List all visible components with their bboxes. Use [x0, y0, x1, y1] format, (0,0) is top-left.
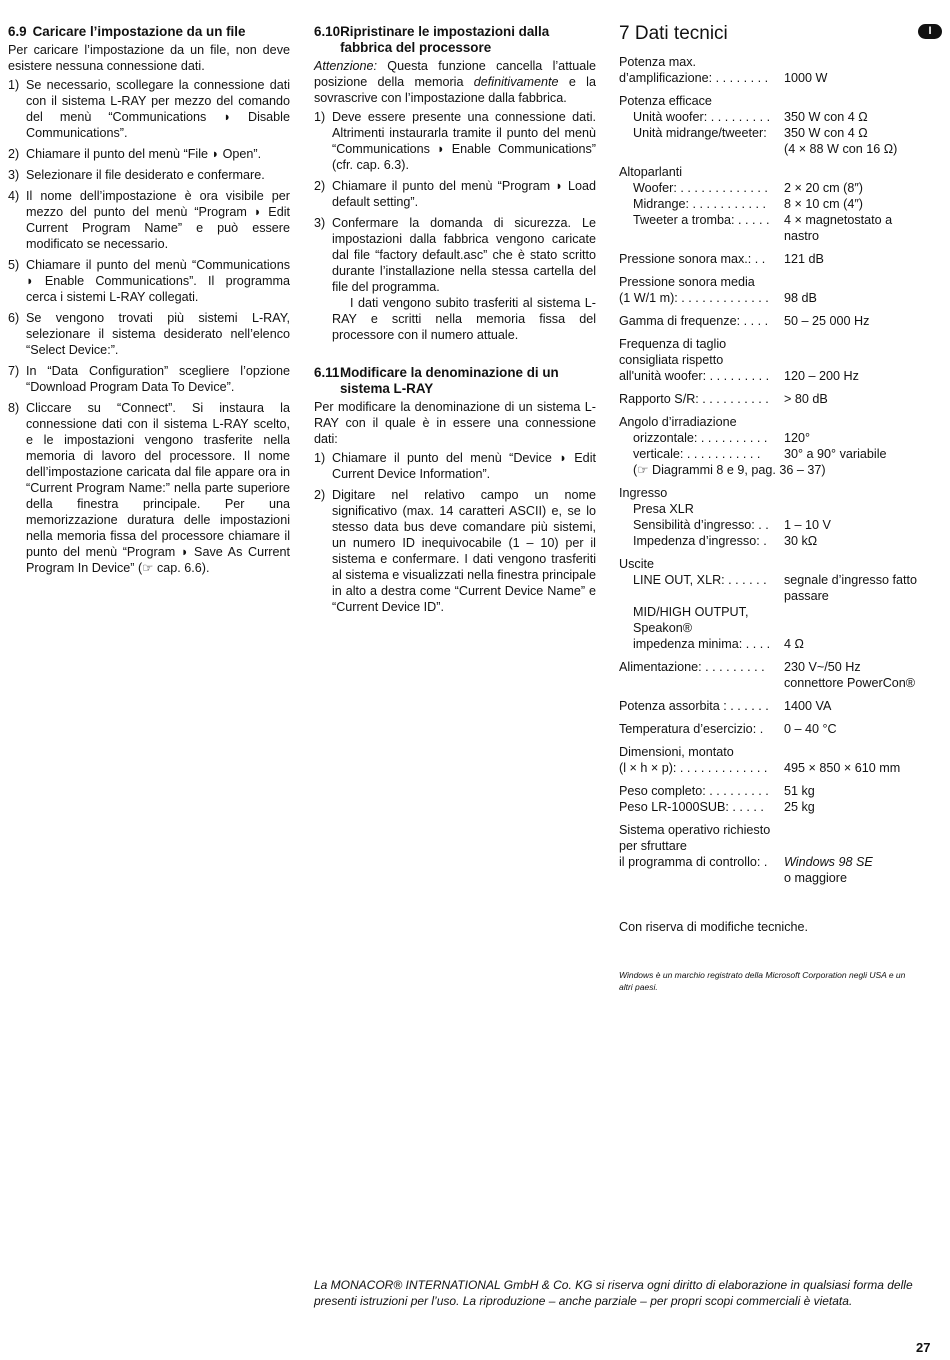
section-intro: Per modificare la denominazione di un sistema L-RAY con il quale è in essere una connessione dati:	[314, 400, 596, 446]
spec-frequenza-taglio	[619, 336, 919, 384]
list-item-number: 3)	[8, 168, 20, 182]
list-item	[8, 363, 290, 395]
list-item-number: 7)	[8, 364, 20, 378]
intro-text: Questa funzione cancella l’attuale posizione della memoria	[314, 59, 596, 89]
list-item	[8, 146, 290, 162]
list-item-text: Deve essere presente una connessione dati. Altrimenti instaurarla tramite il punto del menù “Communications ◗ Enable Communications” (cfr. cap. 6.3).	[332, 110, 596, 172]
list-item-number: 5)	[8, 258, 20, 272]
attention-label: Attenzione:	[314, 59, 378, 73]
spec-reference: (☞ Diagrammi 8 e 9, pag. 36 – 37)	[633, 463, 826, 477]
list-item-number: 3)	[314, 216, 326, 230]
spec-label: Unità woofer: . . . . . . . . .	[633, 110, 771, 124]
spec-label: Potenza assorbita : . . . . . .	[619, 699, 769, 713]
list-item-number: 2)	[314, 488, 326, 502]
chapter-title: 7 Dati tecnici	[619, 23, 728, 44]
spec-label: Peso completo: . . . . . . . . .	[619, 784, 769, 798]
spec-uscite	[619, 556, 919, 652]
list-item	[314, 487, 596, 615]
spec-label: Impedenza d’ingresso: .	[633, 534, 767, 548]
list-item	[8, 310, 290, 358]
list-item-number: 1)	[314, 451, 326, 465]
list-item-number: 1)	[314, 110, 326, 124]
spec-label: Uscite	[619, 557, 654, 571]
trademark-footnote: Windows è un marchio registrato della Microsoft Corporation negli USA e un altri paesi.	[619, 970, 906, 992]
section-note: I dati vengono subito trasferiti al sistema L-RAY e scritti nella memoria fissa del processore con il numero attuale.	[332, 296, 596, 342]
spec-value: 495 × 850 × 610 mm	[784, 761, 901, 775]
spec-ingresso	[619, 485, 919, 549]
section-heading-6-11	[314, 365, 596, 397]
spec-label: Temperatura d’esercizio: .	[619, 722, 764, 736]
spec-value: 230 V~/50 Hz connettore PowerCon®	[784, 660, 916, 690]
steps-list	[314, 109, 596, 295]
spec-angolo	[619, 414, 919, 478]
spec-rapporto-sr	[619, 391, 919, 407]
spec-potenza-efficace	[619, 93, 919, 157]
spec-gamma	[619, 313, 919, 329]
spec-label: Potenza efficace	[619, 94, 712, 108]
spec-label: consigliata rispetto	[619, 353, 724, 367]
spec-value: Windows 98 SE	[784, 855, 873, 869]
spec-label: Tweeter a tromba: . . . . .	[633, 213, 770, 227]
spec-label: Frequenza di taglio	[619, 337, 727, 351]
spec-label: LINE OUT, XLR: . . . . . .	[633, 573, 767, 587]
spec-value: 30° a 90° variabile	[784, 447, 887, 461]
spec-label: Speakon®	[633, 621, 692, 635]
spec-value: 51 kg	[784, 784, 815, 798]
spec-pressione-media	[619, 274, 919, 306]
list-item-text: In “Data Configuration” scegliere l’opzione “Download Program Data To Device”.	[26, 364, 290, 394]
page-number: 27	[916, 1340, 931, 1355]
spec-value: 1000 W	[784, 71, 828, 85]
spec-value: segnale d’ingresso fatto passare	[784, 573, 918, 603]
spec-label: verticale: . . . . . . . . . . .	[633, 447, 761, 461]
spec-label: Presa XLR	[633, 502, 694, 516]
spec-value: 50 – 25 000 Hz	[784, 314, 870, 328]
spec-label: Peso LR-1000SUB: . . . . .	[619, 800, 764, 814]
spec-label: Woofer: . . . . . . . . . . . . .	[633, 181, 768, 195]
spec-value: 25 kg	[784, 800, 815, 814]
spec-label: Midrange: . . . . . . . . . . .	[633, 197, 766, 211]
section-heading-6-10	[314, 24, 596, 56]
list-item-number: 4)	[8, 189, 20, 203]
list-item-text: Selezionare il file desiderato e confermare.	[26, 168, 265, 182]
list-item-number: 8)	[8, 401, 20, 415]
spec-label: Ingresso	[619, 486, 668, 500]
spec-value: (4 × 88 W con 16 Ω)	[784, 142, 898, 156]
list-item-text: Chiamare il punto del menù “Device ◗ Edit Current Device Information”.	[332, 451, 596, 481]
spec-label: Dimensioni, montato	[619, 745, 734, 759]
spec-altoparlanti	[619, 164, 919, 244]
section-number: 6.10	[314, 24, 341, 39]
list-item	[8, 257, 290, 305]
list-item	[314, 178, 596, 210]
spec-label: (1 W/1 m): . . . . . . . . . . . . .	[619, 291, 769, 305]
spec-value: 2 × 20 cm (8″)	[784, 181, 863, 195]
spec-label: Sistema operativo richiesto	[619, 823, 771, 837]
section-heading-6-9	[8, 24, 290, 40]
intro-emphasis: definitivamente	[473, 75, 559, 89]
spec-value: 8 × 10 cm (4″)	[784, 197, 863, 211]
spec-sistema-operativo	[619, 822, 919, 886]
spec-value: 1 – 10 V	[784, 518, 831, 532]
language-badge: I	[918, 24, 942, 39]
spec-label: Pressione sonora media	[619, 275, 755, 289]
section-title: Caricare l’impostazione da un file	[32, 24, 246, 39]
intro-text: e la sovrascrive con l’impostazione dalla fabbrica.	[314, 75, 596, 105]
list-item	[8, 77, 290, 141]
list-item-text: Se vengono trovati più sistemi L-RAY, selezionare il sistema desiderato nell’elenco “Select Device:”.	[26, 311, 290, 357]
spec-value: 4 Ω	[784, 637, 804, 651]
spec-label: orizzontale: . . . . . . . . . .	[633, 431, 768, 445]
spec-value: 0 – 40 °C	[784, 722, 837, 736]
spec-value: 121 dB	[784, 252, 824, 266]
list-item-number: 6)	[8, 311, 20, 325]
spec-label: il programma di controllo: .	[619, 855, 768, 869]
list-item-text: Digitare nel relativo campo un nome significativo (max. 14 caratteri ASCII) e, se lo stesso data bus deve comandare più sistemi, un numero ID inequivocabile (1 – 10) per il sistema e confermare. I dati vengono trasferiti al sistema e visualizzati nella finestra principale in alto a destra come “Current Device Name” e “Current Device ID”.	[332, 488, 596, 614]
section-title: Ripristinare le impostazioni dalla fabbrica del processore	[340, 24, 550, 55]
spec-label: Gamma di frequenze: . . . .	[619, 314, 769, 328]
spec-value: 350 W con 4 Ω	[784, 126, 868, 140]
spec-label: Alimentazione: . . . . . . . . .	[619, 660, 765, 674]
section-intro	[314, 58, 596, 106]
spec-label: d’amplificazione: . . . . . . . .	[619, 71, 769, 85]
spec-value: 4 × magnetostato a nastro	[784, 213, 893, 243]
spec-value: 1400 VA	[784, 699, 832, 713]
spec-label: all'unità woofer: . . . . . . . . .	[619, 369, 770, 383]
spec-temperatura	[619, 721, 919, 737]
spec-alimentazione	[619, 659, 919, 691]
list-item	[314, 109, 596, 173]
spec-pressione-max	[619, 251, 919, 267]
spec-label: impedenza minima: . . . .	[633, 637, 771, 651]
list-item	[314, 450, 596, 482]
list-item-text: Chiamare il punto del menù “File ◗ Open”.	[26, 147, 262, 161]
spec-potenza-max	[619, 54, 919, 86]
spec-label: per sfruttare	[619, 839, 687, 853]
steps-list	[314, 450, 596, 615]
spec-label: Altoparlanti	[619, 165, 683, 179]
list-item	[314, 215, 596, 295]
list-item-text: Chiamare il punto del menù “Program ◗ Load default setting”.	[332, 179, 596, 209]
spec-value: o maggiore	[784, 871, 848, 885]
list-item-number: 2)	[8, 147, 20, 161]
spec-value: 98 dB	[784, 291, 817, 305]
technical-notice: Con riserva di modifiche tecniche.	[619, 920, 808, 934]
list-item-text: Il nome dell’impostazione è ora visibile per mezzo del punto del menù “Program ◗ Edit Current Program Name” e può essere modificato se necessario.	[26, 189, 290, 251]
spec-value: 30 kΩ	[784, 534, 818, 548]
column-left	[8, 24, 290, 581]
list-item-text: Se necessario, scollegare la connessione dati con il sistema L-RAY per mezzo del comando del menù “Communications ◗ Disable Communications”.	[26, 78, 290, 140]
section-number: 6.11	[314, 365, 340, 380]
column-right	[619, 24, 919, 893]
spec-label: Sensibilità d’ingresso: . .	[633, 518, 769, 532]
spec-dimensioni	[619, 744, 919, 776]
list-item	[8, 400, 290, 576]
section-intro: Per caricare l’impostazione da un file, non deve esistere nessuna connessione dati.	[8, 43, 290, 73]
spec-label: (l × h × p): . . . . . . . . . . . . .	[619, 761, 768, 775]
spec-label: Potenza max.	[619, 55, 697, 69]
list-item-number: 1)	[8, 78, 20, 92]
spec-potenza-assorbita	[619, 698, 919, 714]
copyright-footer: La MONACOR® INTERNATIONAL GmbH & Co. KG si riserva ogni diritto di elaborazione in qualsiasi forma delle presenti istruzioni per l’uso. La riproduzione – anche parziale – per propri scopi commerciali è vietata.	[314, 1278, 913, 1308]
list-item-text: Chiamare il punto del menù “Communications ◗ Enable Communications”. Il programma cerca i sistemi L-RAY collegati.	[26, 258, 290, 304]
list-item-number: 2)	[314, 179, 326, 193]
spec-peso	[619, 783, 919, 815]
spec-label: Angolo d’irradiazione	[619, 415, 737, 429]
spec-label: Pressione sonora max.: . .	[619, 252, 766, 266]
section-title: Modificare la denominazione di un sistema L-RAY	[339, 365, 559, 396]
spec-value: > 80 dB	[784, 392, 828, 406]
spec-value: 350 W con 4 Ω	[784, 110, 868, 124]
spec-value: 120 – 200 Hz	[784, 369, 859, 383]
spec-label: MID/HIGH OUTPUT,	[633, 605, 749, 619]
spec-label: Rapporto S/R: . . . . . . . . . .	[619, 392, 769, 406]
column-middle	[314, 24, 596, 620]
list-item	[8, 188, 290, 252]
list-item	[8, 167, 290, 183]
spec-label: Unità midrange/tweeter:	[633, 126, 767, 140]
spec-value: 120°	[784, 431, 811, 445]
steps-list	[8, 77, 290, 576]
section-number: 6.9	[8, 24, 27, 39]
list-item-text: Confermare la domanda di sicurezza. Le impostazioni dalla fabbrica vengono caricate dal file “factory default.asc” che è stato scritto durante l’installazione nella stessa cartella del file del programma.	[332, 216, 596, 294]
list-item-text: Cliccare su “Connect”. Si instaura la connessione dati con il sistema L-RAY scelto, e le impostazioni vengono trasferite nella memoria di lavoro del processore. Il nome dell’impostazione caricata dal file appare ora in “Current Program Name:” nella parte superiore della finestra principale. Per una memorizzazione duratura delle impostazioni nella memoria fissa del processore chiamare il punto del menù “Program ◗ Save As Current Program In Device” (☞ cap. 6.6).	[26, 401, 290, 575]
